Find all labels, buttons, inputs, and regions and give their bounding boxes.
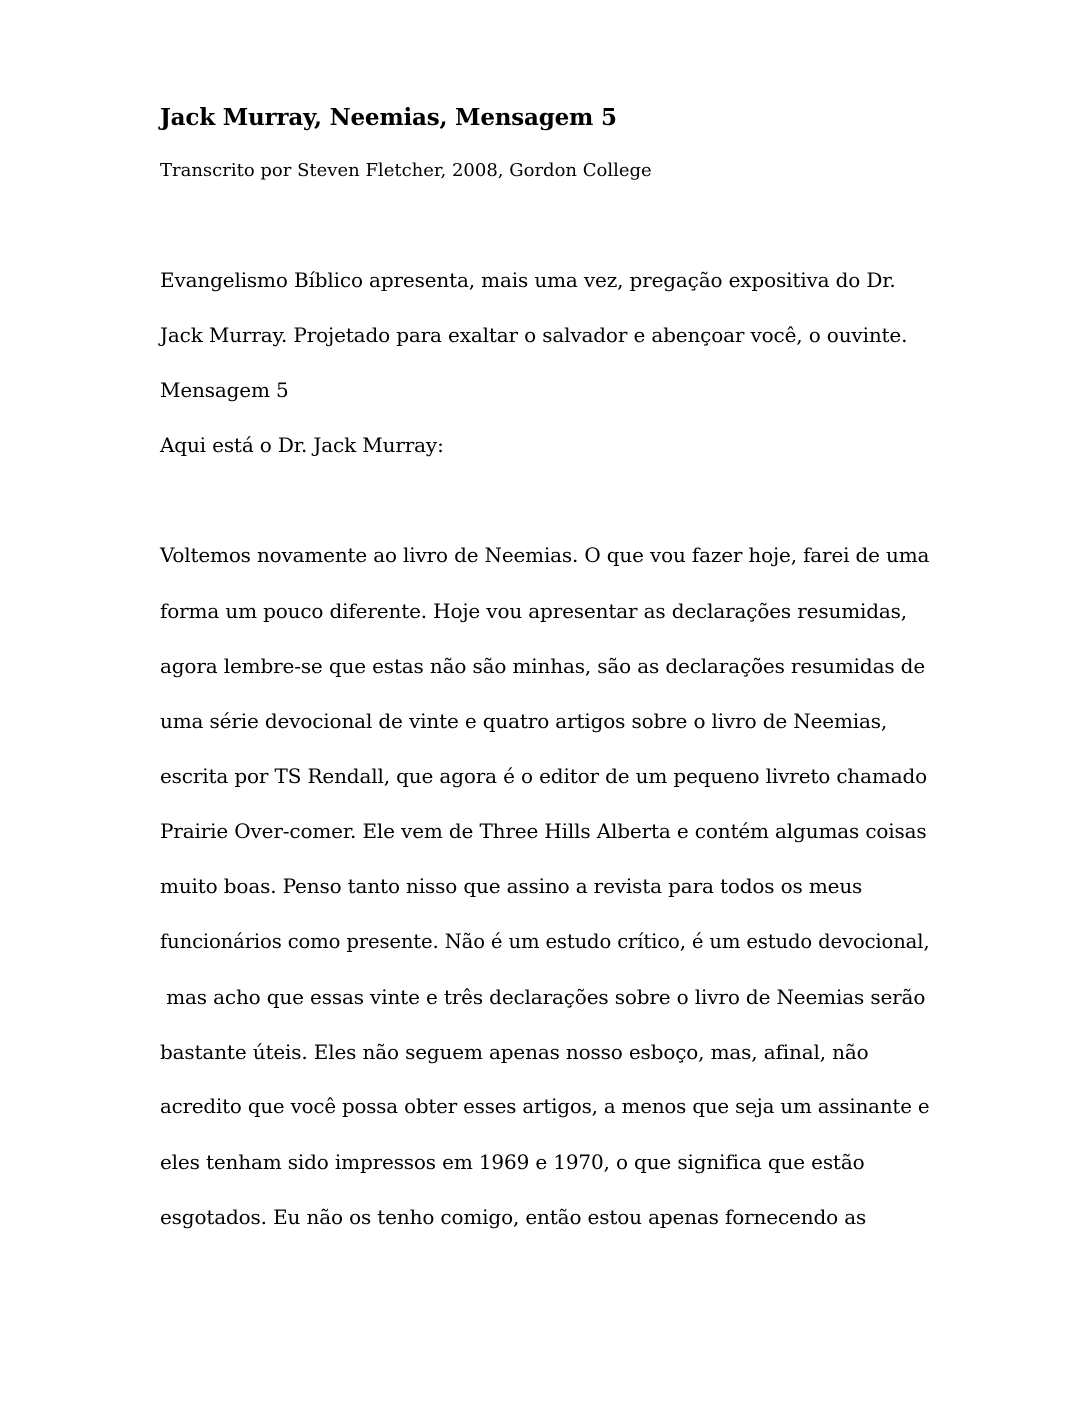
body-line: escrita por TS Rendall, que agora é o editor de um pequeno livreto chamado: [160, 764, 928, 788]
intro-line: Mensagem 5: [160, 378, 289, 402]
body-line: mas acho que essas vinte e três declarações sobre o livro de Neemias serão: [160, 985, 926, 1009]
body-line: esgotados. Eu não os tenho comigo, então estou apenas fornecendo as: [160, 1205, 867, 1229]
body-line: acredito que você possa obter esses artigos, a menos que seja um assinante e: [160, 1095, 930, 1118]
body-line: eles tenham sido impressos em 1969 e 1970, o que significa que estão: [160, 1150, 865, 1174]
body-line: Prairie Over-comer. Ele vem de Three Hills Alberta e contém algumas coisas: [160, 819, 927, 843]
body-line: forma um pouco diferente. Hoje vou apresentar as declarações resumidas,: [160, 599, 908, 623]
body-line: muito boas. Penso tanto nisso que assino a revista para todos os meus: [160, 874, 863, 898]
intro-line: Aqui está o Dr. Jack Murray:: [160, 433, 444, 457]
body-line: Voltemos novamente ao livro de Neemias. O que vou fazer hoje, farei de uma: [160, 543, 930, 567]
intro-line: Evangelismo Bíblico apresenta, mais uma vez, pregação expositiva do Dr.: [160, 268, 896, 292]
body-line: bastante úteis. Eles não seguem apenas nosso esboço, mas, afinal, não: [160, 1040, 869, 1064]
document-title: Jack Murray, Neemias, Mensagem 5: [160, 104, 617, 131]
body-line: uma série devocional de vinte e quatro artigos sobre o livro de Neemias,: [160, 709, 888, 733]
document-subtitle: Transcrito por Steven Fletcher, 2008, Gordon College: [160, 160, 652, 181]
body-line: funcionários como presente. Não é um estudo crítico, é um estudo devocional,: [160, 930, 930, 953]
intro-line: Jack Murray. Projetado para exaltar o salvador e abençoar você, o ouvinte.: [160, 323, 908, 347]
body-line: agora lembre-se que estas não são minhas, são as declarações resumidas de: [160, 654, 926, 678]
